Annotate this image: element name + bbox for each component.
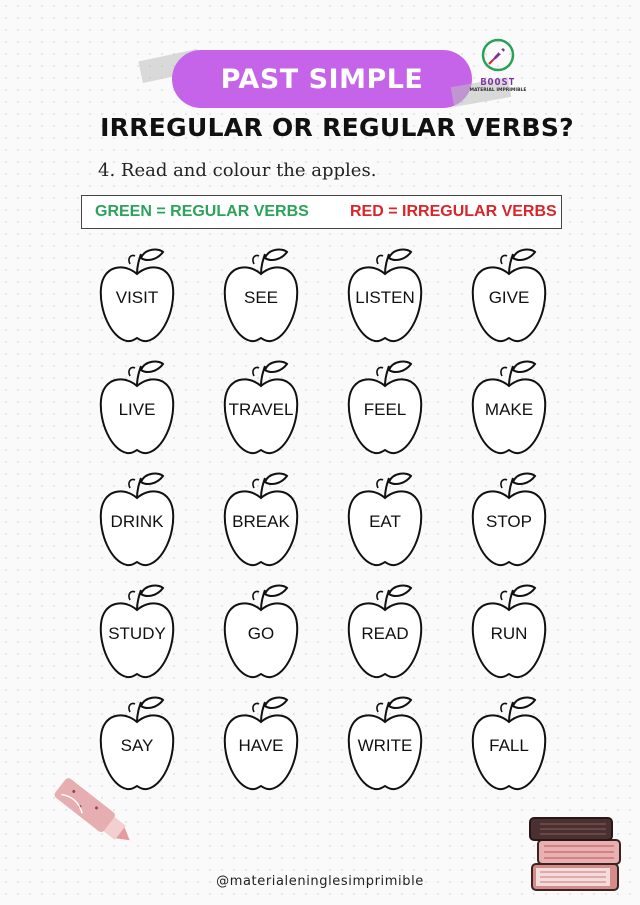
apple-word: VISIT — [115, 288, 159, 307]
apple-study[interactable] — [97, 584, 177, 684]
apple-fall[interactable] — [469, 696, 549, 796]
apple-give[interactable] — [469, 248, 549, 348]
apple-stop[interactable] — [469, 472, 549, 572]
apple-word: STUDY — [108, 624, 166, 643]
apple-live[interactable] — [97, 360, 177, 460]
apple-eat[interactable] — [345, 472, 425, 572]
apple-word: SAY — [120, 736, 154, 755]
apple-word: RUN — [490, 624, 528, 643]
apple-word: WRITE — [357, 736, 413, 755]
apple-visit[interactable] — [97, 248, 177, 348]
apple-go[interactable] — [221, 584, 301, 684]
apple-word: STOP — [486, 512, 532, 531]
apple-run[interactable] — [469, 584, 549, 684]
apple-make[interactable] — [469, 360, 549, 460]
apple-word: LIVE — [118, 400, 156, 419]
apple-word: GO — [247, 624, 275, 643]
apple-write[interactable] — [345, 696, 425, 796]
apple-listen[interactable] — [345, 248, 425, 348]
instruction-text: 4. Read and colour the apples. — [98, 160, 377, 181]
apple-word: DRINK — [110, 512, 164, 531]
apple-word: EAT — [369, 512, 401, 531]
apple-have[interactable] — [221, 696, 301, 796]
apple-word: MAKE — [484, 400, 534, 419]
legend-green: GREEN = REGULAR VERBS — [95, 203, 309, 220]
apple-word: LISTEN — [355, 288, 415, 307]
apple-break[interactable] — [221, 472, 301, 572]
worksheet-title: IRREGULAR OR REGULAR VERBS? — [100, 113, 574, 142]
highlighter-icon — [40, 768, 145, 858]
apple-feel[interactable] — [345, 360, 425, 460]
apple-word: GIVE — [488, 288, 530, 307]
apple-word: FALL — [489, 736, 529, 755]
apple-word: FEEL — [363, 400, 407, 419]
logo-subtitle: MATERIAL IMPRIMIBLE — [469, 88, 527, 93]
apple-drink[interactable] — [97, 472, 177, 572]
apple-word: SEE — [243, 288, 279, 307]
legend-red: RED = IRREGULAR VERBS — [350, 203, 557, 220]
footer-handle: @materialeninglesimprimible — [216, 874, 424, 889]
apple-word: BREAK — [232, 512, 290, 531]
apple-word: TRAVEL — [228, 400, 294, 419]
apple-see[interactable] — [221, 248, 301, 348]
logo-title: BOOST — [480, 77, 516, 88]
apple-word: READ — [361, 624, 409, 643]
banner-text: PAST SIMPLE — [220, 63, 424, 95]
apple-read[interactable] — [345, 584, 425, 684]
apple-word: HAVE — [238, 736, 284, 755]
apple-travel[interactable] — [221, 360, 301, 460]
